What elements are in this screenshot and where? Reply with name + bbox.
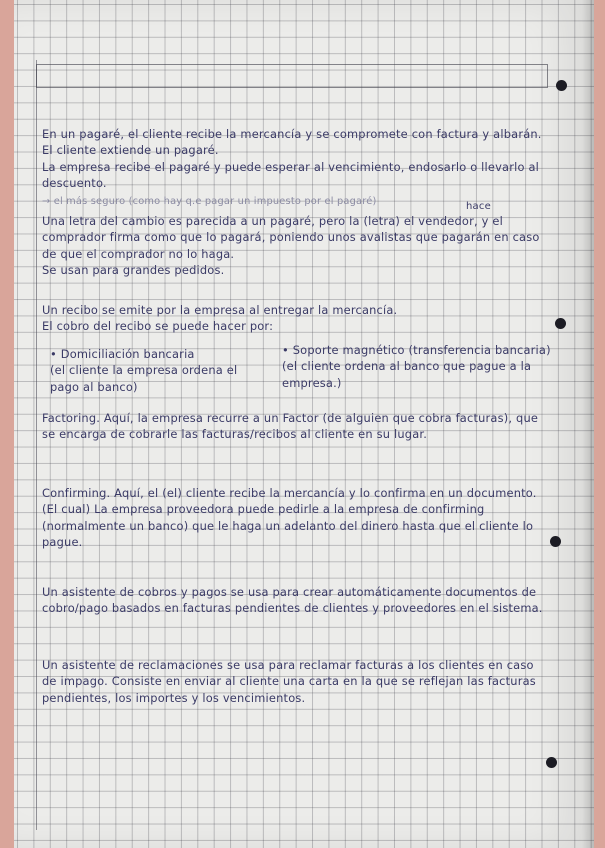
notebook-page [14, 0, 594, 848]
factoring-paragraph: Factoring. Aquí, la empresa recurre a un Factor (de alguien que cobra facturas), que se encarga de cobrarle las facturas/recibos al cliente en su lugar. [42, 411, 539, 442]
asistente-cobros-paragraph: Un asistente de cobros y pagos se usa para crear automáticamente documentos de cobro/pago basados en facturas pendientes de clientes y proveedores en el sistema. [42, 585, 543, 616]
header-box [36, 64, 548, 88]
spiral-edge [582, 0, 594, 848]
letra-paragraph: Una letra del cambio es parecida a un pagaré, pero la (letra) el vendedor, y el comprador firma como que lo pagará, poniendo unos avalistas que pagarán en caso de que el comprador no lo haga. Se usan para grandes pedidos. [42, 214, 540, 278]
binder-hole [556, 80, 567, 91]
pagare-paragraph: En un pagaré, el cliente recibe la mercancía y se compromete con factura y albarán. El cliente extiende un pagaré. La empresa recibe el pagaré y puede esperar al vencimiento, endosarlo o llevarlo al descuento. [42, 127, 542, 191]
binder-hole [555, 318, 566, 329]
confirming-paragraph: Confirming. Aquí, el (el) cliente recibe la mercancía y lo confirma en un documento. (El cual) La empresa proveedora puede pedirle a la empresa de confirming (normalmente un banco) que le haga un adelanto del dinero hasta que el cliente lo pague. [42, 486, 537, 550]
margin-rule [36, 60, 37, 830]
soporte-bullet: • Soporte magnético (transferencia bancaria) (el cliente ordena al banco que pague a la empresa.) [282, 343, 551, 390]
recibo-paragraph: Un recibo se emite por la empresa al entregar la mercancía. El cobro del recibo se puede hacer por: [42, 303, 398, 334]
letra-aside-note: → el más seguro (como hay q.e pagar un impuesto por el pagaré) [42, 196, 377, 207]
letra-hace-note: hace [466, 201, 491, 212]
asistente-reclamaciones-paragraph: Un asistente de reclamaciones se usa para reclamar facturas a los clientes en caso de impago. Consiste en enviar al cliente una carta en la que se reflejan las facturas pendientes, los importes y los vencimientos. [42, 658, 536, 705]
domiciliacion-bullet: • Domiciliación bancaria (el cliente la empresa ordena el pago al banco) [50, 347, 238, 394]
binder-hole [546, 757, 557, 768]
